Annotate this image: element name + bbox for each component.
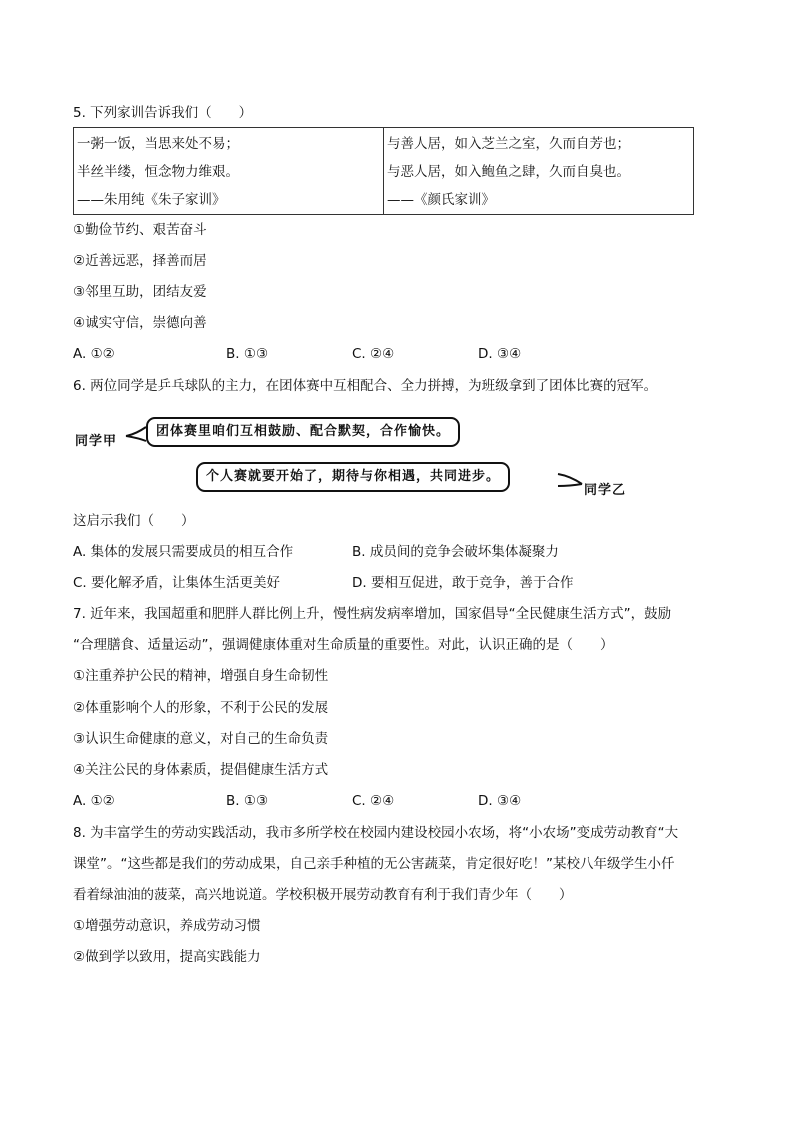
q5-item-1: ①勤俭节约、艰苦奋斗 [73,222,207,238]
motto-line: 一粥一饭，当思来处不易； [77,136,239,152]
q5-item-4: ④诚实守信，崇德向善 [73,315,207,331]
q6-prompt: 这启示我们（ ） [73,513,195,529]
q7-item-4: ④关注公民的身体素质，提倡健康生活方式 [73,762,329,778]
q7-stem-line-2: “合理膳食、适量运动”，强调健康体重对生命质量的重要性。对此，认识正确的是（ ） [73,637,614,653]
q6-option-d[interactable]: D. 要相互促进，敢于竞争，善于合作 [352,575,574,591]
q8-item-2: ②做到学以致用，提高实践能力 [73,949,261,965]
q5-option-b[interactable]: B. ①③ [226,346,269,362]
q8-item-1: ①增强劳动意识，养成劳动习惯 [73,918,261,934]
q7-item-1: ①注重养护公民的精神，增强自身生命韧性 [73,668,329,684]
q6-option-c[interactable]: C. 要化解矛盾，让集体生活更美好 [73,575,281,591]
motto-right-cell [384,128,694,215]
motto-left-cell [74,128,384,215]
q7-option-a[interactable]: A. ①② [73,793,115,809]
q6-option-b[interactable]: B. 成员间的竞争会破坏集体凝聚力 [352,544,559,560]
speaker-b-label: 同学乙 [584,483,627,498]
motto-source: ——朱用纯《朱子家训》 [77,192,226,208]
q5-option-d[interactable]: D. ③④ [478,346,522,362]
motto-source: ——《颜氏家训》 [387,192,495,208]
motto-line: 与恶人居，如入鲍鱼之肆，久而自臭也。 [387,164,630,180]
q8-stem-line-2: 课堂”。“这些都是我们的劳动成果，自己亲手种植的无公害蔬菜，肯定很好吃！”某校八年级学生小仟 [73,856,675,872]
q7-item-2: ②体重影响个人的形象，不利于公民的发展 [73,700,329,716]
speaker-a-label: 同学甲 [75,434,118,449]
q7-option-d[interactable]: D. ③④ [478,793,522,809]
q8-stem-line-1: 8. 为丰富学生的劳动实践活动，我市多所学校在校园内建设校园小农场，将“小农场”变成劳动教育“大 [73,825,679,841]
speech-bubble-b: 个人赛就要开始了，期待与你相遇，共同进步。 [196,462,510,492]
motto-line: 半丝半缕，恒念物力维艰。 [77,164,239,180]
motto-line: 与善人居，如入芝兰之室，久而自芳也； [387,136,630,152]
q5-option-c[interactable]: C. ②④ [352,346,395,362]
q5-item-3: ③邻里互助，团结友爱 [73,284,207,300]
q5-item-2: ②近善远恶，择善而居 [73,253,207,269]
q7-stem-line-1: 7. 近年来，我国超重和肥胖人群比例上升，慢性病发病率增加，国家倡导“全民健康生活方式”，鼓励 [73,606,672,622]
bubble-b-tail [556,468,586,492]
q7-option-b[interactable]: B. ①③ [226,793,269,809]
q7-item-3: ③认识生命健康的意义，对自己的生命负责 [73,731,329,747]
q7-option-c[interactable]: C. ②④ [352,793,395,809]
q5-stem: 5. 下列家训告诉我们（ ） [73,105,253,121]
q5-option-a[interactable]: A. ①② [73,346,115,362]
q6-option-a[interactable]: A. 集体的发展只需要成员的相互合作 [73,544,294,560]
q8-stem-line-3: 看着绿油油的菠菜，高兴地说道。学校积极开展劳动教育有利于我们青少年（ ） [73,887,573,903]
speech-bubble-a: 团体赛里咱们互相鼓励、配合默契，合作愉快。 [146,417,460,447]
q6-stem: 6. 两位同学是乒乓球队的主力，在团体赛中互相配合、全力拼搏，为班级拿到了团体比赛的冠军。 [73,378,658,394]
family-motto-table [73,127,694,215]
